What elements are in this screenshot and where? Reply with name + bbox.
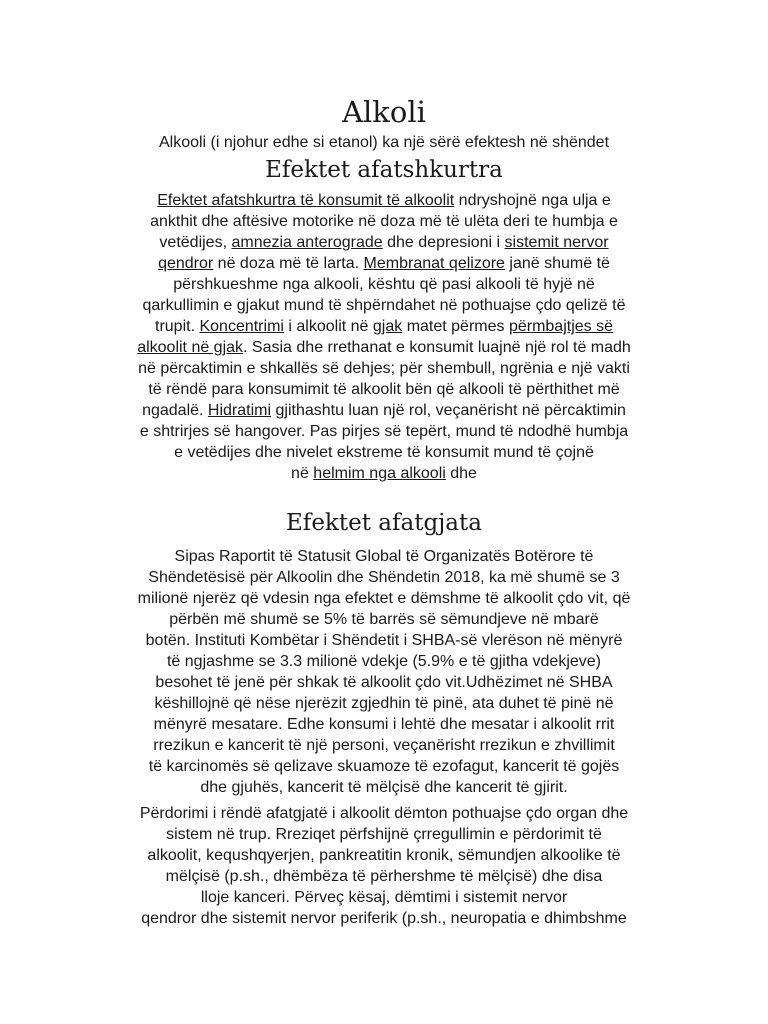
text-line (100, 866, 668, 887)
text-run: Shëndetësisë për Alkoolin dhe Shëndetin 2018, ka më shumë se 3 (148, 569, 620, 586)
text-run: mëlçisë (p.sh., dhëmbëza të përhershme të mëlçisë) dhe disa (165, 868, 603, 885)
text-line (100, 358, 668, 379)
text-run: botën. Instituti Kombëtar i Shëndetit i SHBA-së vlerëson në mënyrë (145, 632, 623, 649)
text-line (100, 379, 668, 400)
text-run: i alkoolit në (283, 318, 373, 335)
text-run: përbën më shumë se 5% të barrës së sëmundjeve në mbarë (169, 611, 599, 628)
text-run: të ngjashme se 3.3 milionë vdekje (5.9% e të gjitha vdekjeve) (166, 653, 601, 670)
text-line (100, 442, 668, 463)
section-heading-short-term: Efektet afatshkurtra (265, 157, 503, 183)
paragraph-short-term (100, 190, 668, 484)
text-run: lloje kanceri. Përveç kësaj, dëmtimi i sistemit nervor (200, 889, 568, 906)
text-line (100, 735, 668, 756)
text-run: në doza më të larta. (213, 255, 364, 272)
text-run: . Sasia dhe rrethanat e konsumit luajnë një rol të madh (243, 339, 631, 356)
text-run: përshkueshme nga alkooli, kështu që pasi alkooli të hyjë në (173, 276, 595, 293)
text-line (100, 609, 668, 630)
text-run: ankthit dhe aftësive motorike në doza më të ulëta deri te humbja e (150, 213, 618, 230)
text-run: ngadalë. (142, 402, 208, 419)
text-run: matet përmes (402, 318, 509, 335)
text-run: rrezikun e kancerit të një personi, veçanërisht rrezikun e zhvillimit (153, 737, 615, 754)
text-run: janë shumë të (504, 255, 610, 272)
section-heading-long-term: Efektet afatgjata (286, 510, 482, 536)
text-run: mënyrë mesatare. Edhe konsumi i lehtë dhe mesatar i alkoolit rrit (153, 716, 615, 733)
inline-link[interactable]: Hidratimi (207, 402, 272, 419)
text-run: besohet të jenë për shkak të alkoolit çdo vit.Udhëzimet në SHBA (155, 674, 613, 691)
text-run: dhe gjuhës, kancerit të mëlçisë dhe kancerit të gjirit. (200, 779, 568, 796)
text-line (100, 567, 668, 588)
text-run: dhe depresioni i (382, 234, 505, 251)
text-line (100, 887, 668, 908)
text-run: këshillojnë që nëse njerëzit zgjedhin të pinë, ata duhet të pinë në (154, 695, 614, 712)
text-line (100, 908, 668, 929)
text-line (100, 190, 668, 211)
text-line (100, 546, 668, 567)
page-subtitle: Alkooli (i njohur edhe si etanol) ka një sërë efektesh në shëndet (158, 134, 610, 151)
page-title: Alkoli (342, 95, 426, 129)
inline-link[interactable]: Efektet afatshkurtra të konsumit të alkoolit (157, 192, 455, 209)
text-run: qendror dhe sistemit nervor periferik (p.sh., neuropatia e dhimbshme (141, 910, 627, 927)
text-run: Përdorimi i rëndë afatgjatë i alkoolit dëmton pothuajse çdo organ dhe (139, 805, 629, 822)
text-line (100, 714, 668, 735)
text-run: dhe (445, 465, 477, 482)
text-run: trupit. (155, 318, 200, 335)
text-line (100, 824, 668, 845)
text-line (100, 845, 668, 866)
inline-link[interactable]: Membranat qelizore (363, 255, 505, 272)
text-line (100, 400, 668, 421)
text-run: Sipas Raportit të Statusit Global të Organizatës Botërore të (174, 548, 594, 565)
text-run: milionë njerëz që vdesin nga efektet e dëmshme të alkoolit çdo vit, që (137, 590, 631, 607)
text-run: të rëndë para konsumimit të alkoolit bën që alkooli të përthithet më (148, 381, 620, 398)
paragraph-long-term-1 (100, 546, 668, 798)
inline-link[interactable]: Koncentrimi (199, 318, 284, 335)
inline-link[interactable]: përmbajtjes së (508, 318, 613, 335)
inline-link[interactable]: helmim nga alkooli (313, 465, 446, 482)
text-run: në përcaktimin e shkallës së dehjes; për shembull, ngrënia e një vakti (138, 360, 630, 377)
text-line (100, 232, 668, 253)
text-line (100, 253, 668, 274)
text-line (100, 463, 668, 484)
text-line (100, 274, 668, 295)
text-run: ndryshojnë nga ulja e (454, 192, 611, 209)
text-line (100, 588, 668, 609)
text-line (100, 777, 668, 798)
text-run: vetëdijes, (159, 234, 232, 251)
text-run: të karcinomës së qelizave skuamoze të ezofagut, kancerit të gojës (148, 758, 620, 775)
text-run: alkoolit, kequshqyerjen, pankreatitin kronik, sëmundjen alkoolike të (147, 847, 621, 864)
text-run: sistem në trup. Rreziqet përfshijnë çrregullimin e përdorimit të (166, 826, 602, 843)
inline-link[interactable]: sistemit nervor (504, 234, 609, 251)
text-line (100, 803, 668, 824)
text-line (100, 756, 668, 777)
text-run: gjithashtu luan një rol, veçanërisht në përcaktimin (271, 402, 626, 419)
text-line (100, 211, 668, 232)
text-line (100, 316, 668, 337)
text-line (100, 693, 668, 714)
text-line (100, 421, 668, 442)
text-line (100, 295, 668, 316)
text-line (100, 651, 668, 672)
paragraph-long-term-2 (100, 803, 668, 929)
text-run: qarkullimin e gjakut mund të shpërndahet në pothuajse çdo qelizë të (142, 297, 626, 314)
text-line (100, 337, 668, 358)
text-run: e vetëdijes dhe nivelet ekstreme të konsumit mund të çojnë (174, 444, 594, 461)
inline-link[interactable]: amnezia anterograde (231, 234, 383, 251)
text-line (100, 672, 668, 693)
text-run: në (291, 465, 314, 482)
inline-link[interactable]: qendror (158, 255, 214, 272)
inline-link[interactable]: alkoolit në gjak (137, 339, 244, 356)
inline-link[interactable]: gjak (372, 318, 403, 335)
text-line (100, 630, 668, 651)
text-run: e shtrirjes së hangover. Pas pirjes së tepërt, mund të ndodhë humbja (139, 423, 629, 440)
